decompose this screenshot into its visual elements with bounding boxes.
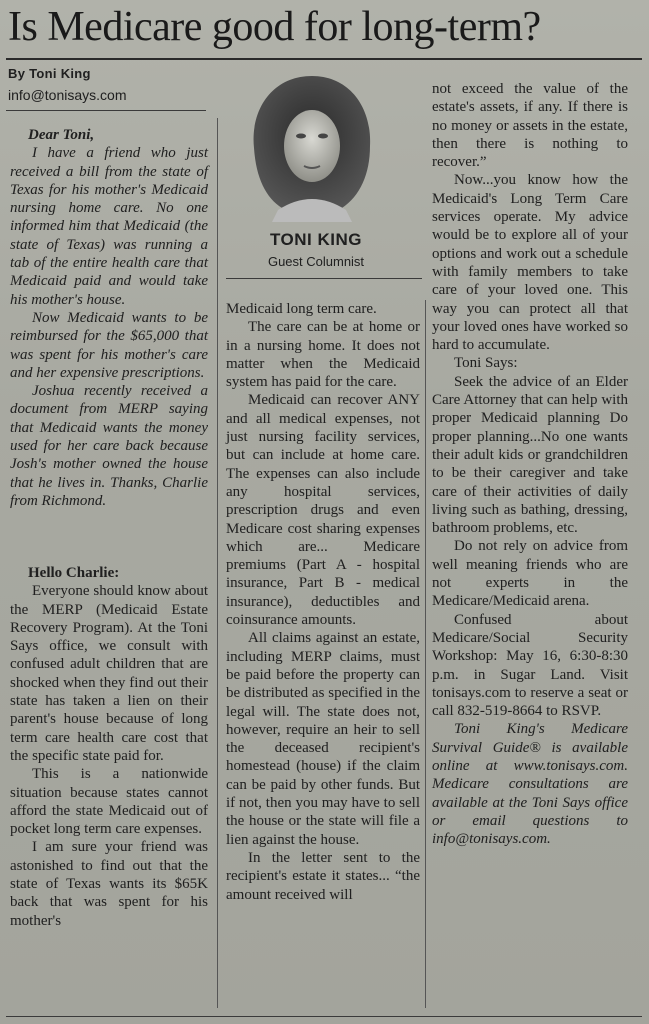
article-paragraph: This is a nationwide situation because states cannot afford the state Medicaid out of pocket long term care expenses. (10, 766, 208, 838)
author-tagline: Toni King's Medicare Survival Guide® is available online at www.tonisays.com. Medicare consultations are available at the Toni Says office or email questions to info@tonisays.com. (432, 721, 628, 848)
columnist-portrait-icon (242, 70, 382, 222)
article-paragraph: Seek the advice of an Elder Care Attorney that can help with proper Medicaid planning Do proper planning...No one wants their adult kids or grandchildren to be their caregiver and take care of their activities of daily living such as bathing, dressing, bathroom problems, etc. (432, 373, 628, 537)
columnist-photo (242, 70, 382, 222)
headline: Is Medicare good for long-term? (8, 4, 541, 50)
section-label: Toni Says: (454, 355, 518, 372)
letter-salutation: Dear Toni, (28, 127, 95, 143)
column-3 (432, 80, 628, 848)
article-paragraph: I am sure your friend was astonished to find out that the state of Texas wants its $65K back that was spent for his mother's (10, 839, 208, 929)
byline-rule (6, 110, 206, 111)
article-paragraph: Everyone should know about the MERP (Medicaid Estate Recovery Program). At the Toni Says office, we consult with confused adult children that are shocked when they find out their state has taken a lien on their parent's house because of long term care health care cost that the specific state paid for. (10, 583, 208, 764)
byline: By Toni King (8, 66, 91, 81)
article-paragraph: All claims against an estate, including MERP claims, must be paid before the property can be distributed as specified in the legal will. The state does not, however, require an heir to sell the deceased recipient's homestead (house) if the claim can be paid by other funds. But if not, then you may have to sell the house or the state will file a lien against the house. (226, 630, 420, 848)
letter-paragraph: Joshua recently received a document from MERP saying that Medicaid wants the money used for her care back because Josh's mother owned the house that he lives in. Thanks, Charlie from Richmond. (10, 383, 208, 509)
letter-paragraph: Now Medicaid wants to be reimbursed for the $65,000 that was spent for his mother's care and her expensive prescriptions. (10, 309, 208, 381)
article-paragraph: not exceed the value of the estate's assets, if any. If there is no money or assets in the estate, then there is nothing to recover.” (432, 81, 628, 171)
author-email: info@tonisays.com (8, 87, 127, 103)
article-paragraph: The care can be at home or in a nursing home. It does not matter when the Medicaid system has paid for the care. (226, 319, 420, 391)
article-paragraph: Now...you know how the Medicaid's Long Term Care services operate. My advice would be to explore all of your options and work out a schedule with family members to take care of your loved one. This way you can protect all that your loved ones have worked so hard to accumulate. (432, 172, 628, 354)
reply-salutation: Hello Charlie: (28, 565, 120, 581)
article-paragraph: In the letter sent to the recipient's estate it states... “the amount received will (226, 849, 420, 903)
article-paragraph: Medicaid can recover ANY and all medical expenses, not just nursing facility services, but can include at home care. The expenses can also include any hospital services, prescription drugs and even Medicare cost sharing expenses which are... Medicare premiums (Part A - hospital insurance, Part B - medical insurance), deductibles and coinsurance amounts. (226, 392, 420, 629)
workshop-notice: Confused about Medicare/Social Security Workshop: May 16, 6:30-8:30 p.m. in Sugar Land. Visit tonisays.com to reserve a seat or call 832-519-8664 to RSVP. (432, 611, 628, 720)
letter-paragraph: I have a friend who just received a bill from the state of Texas for his mother's Medicaid nursing home care. No one informed him that Medicaid (the state of Texas) was running a tab of the entire health care that Medicaid paid and would take his mother's house. (10, 145, 208, 308)
column-divider (425, 300, 426, 1008)
article-paragraph: Do not rely on advice from well meaning friends who are not experts in the Medicare/Medicaid arena. (432, 538, 628, 610)
bottom-rule (6, 1016, 642, 1017)
photo-caption-role: Guest Columnist (267, 254, 365, 269)
article-paragraph: Medicaid long term care. (226, 301, 377, 317)
photo-caption-rule (226, 278, 422, 279)
headline-rule (6, 58, 642, 60)
reader-letter (10, 126, 208, 510)
column-divider (217, 118, 218, 1008)
photo-caption-name: TONI KING (269, 230, 363, 249)
column-1-reply (10, 564, 208, 930)
column-2 (226, 300, 420, 904)
